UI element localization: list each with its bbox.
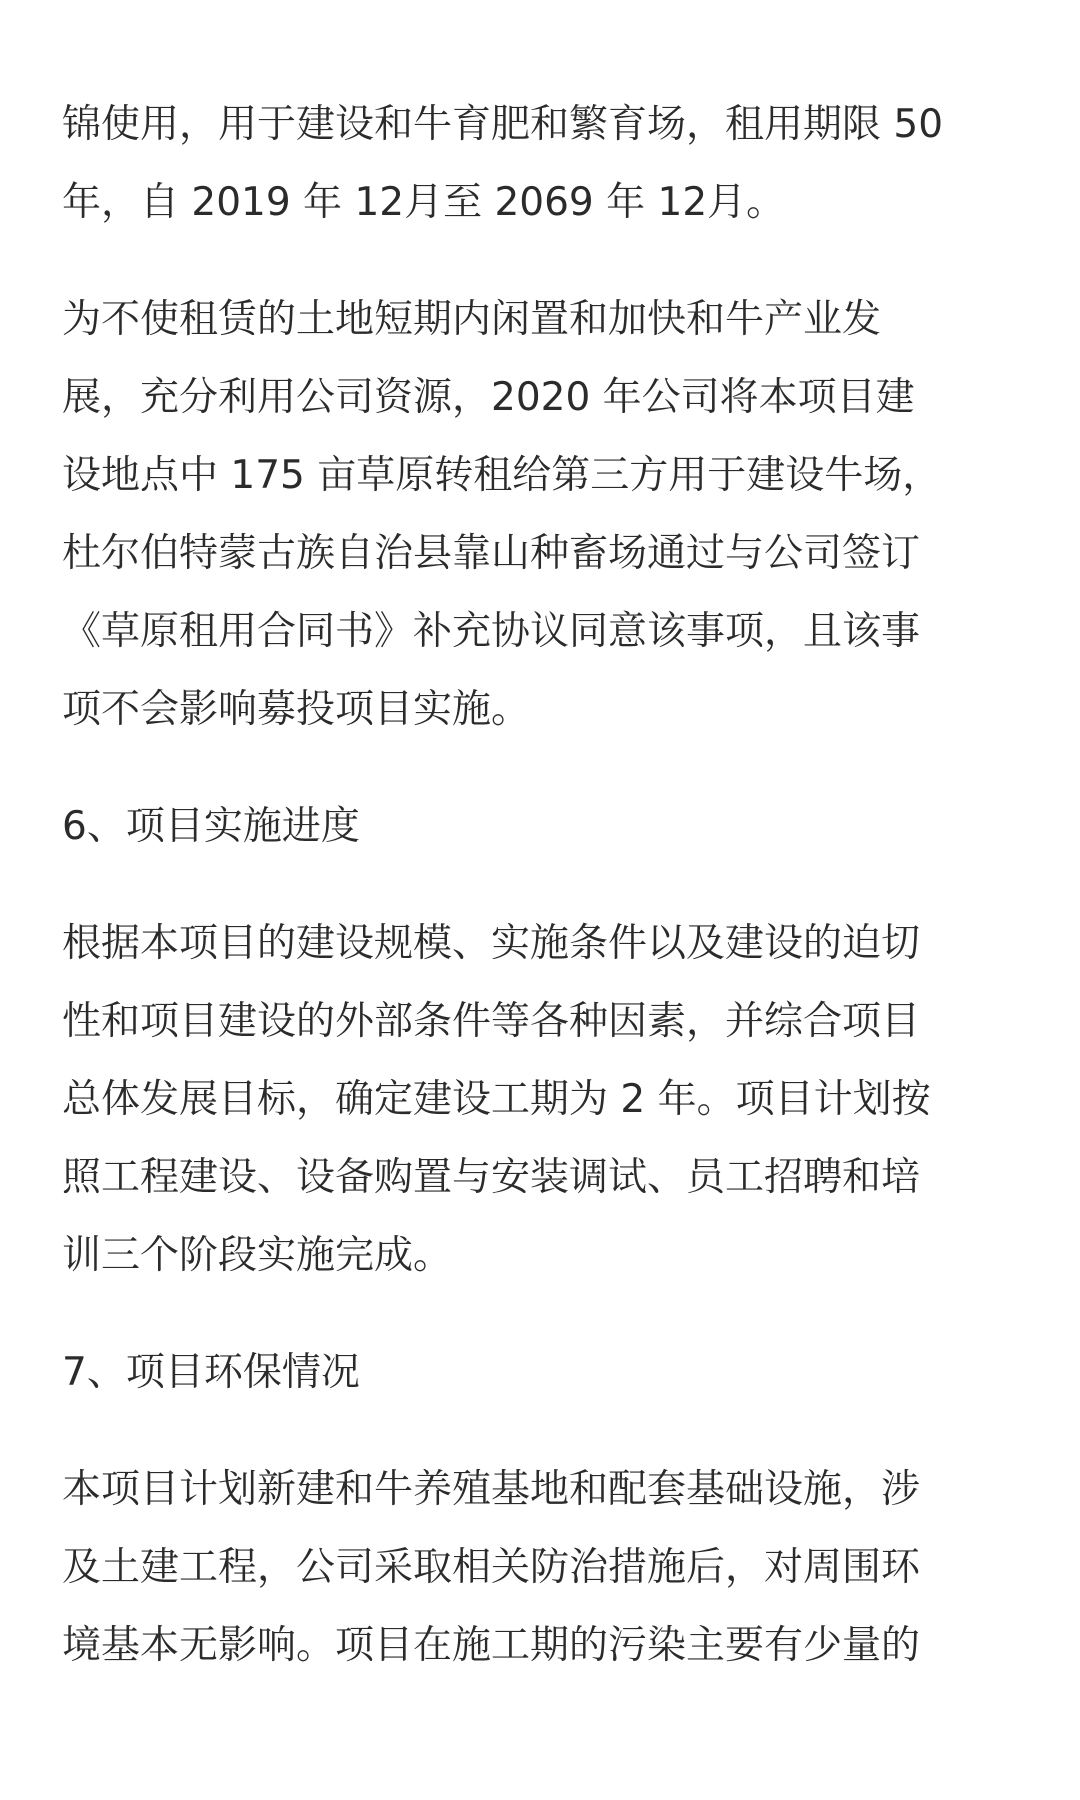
text-line: 总体发展目标，确定建设工期为 2 年。项目计划按 [62,1077,931,1122]
text-line: 根据本项目的建设规模、实施条件以及建设的迫切 [62,921,921,966]
text-line: 性和项目建设的外部条件等各种因素，并综合项目 [62,999,921,1044]
paragraph-sublease [62,281,1022,749]
text-line: 年，自 2019 年 12月至 2069 年 12月。 [62,180,786,225]
text-line: 及土建工程，公司采取相关防治措施后，对周围环 [62,1545,921,1590]
section-heading-environment: 7、项目环保情况 [62,1350,360,1395]
paragraph-progress [62,905,1022,1295]
text-line: 训三个阶段实施完成。 [62,1233,453,1278]
text-line: 为不使租赁的土地短期内闲置和加快和牛产业发 [62,297,882,342]
text-line: 展，充分利用公司资源，2020 年公司将本项目建 [62,375,915,420]
text-line: 照工程建设、设备购置与安装调试、员工招聘和培 [62,1155,921,1200]
text-line: 境基本无影响。项目在施工期的污染主要有少量的 [62,1623,921,1668]
text-line: 杜尔伯特蒙古族自治县靠山种畜场通过与公司签订 [62,531,921,576]
text-line: 锦使用，用于建设和牛育肥和繁育场，租用期限 50 [62,102,944,147]
text-line: 设地点中 175 亩草原转租给第三方用于建设牛场， [62,453,942,498]
paragraph-environment [62,1451,1022,1685]
text-line: 《草原租用合同书》补充协议同意该事项，且该事 [62,609,921,654]
text-line: 本项目计划新建和牛养殖基地和配套基础设施，涉 [62,1467,921,1512]
paragraph-land-lease [62,86,1022,242]
text-line: 项不会影响募投项目实施。 [62,687,531,732]
section-heading-progress: 6、项目实施进度 [62,804,360,849]
article-body [62,86,1022,1724]
